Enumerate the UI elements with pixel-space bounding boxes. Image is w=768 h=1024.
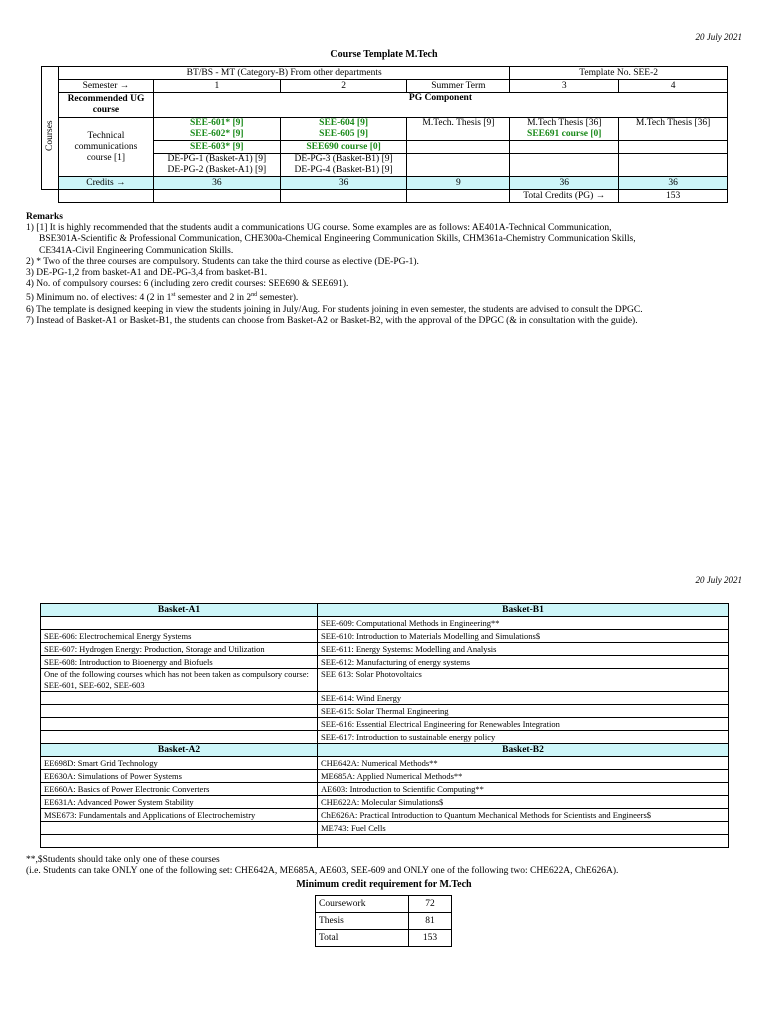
course-see-605: SEE-605 [9] — [319, 129, 368, 139]
basket-a1-item: One of the following courses which has not been taken as compulsory course: SEE-601, SEE-602, SEE-603 — [41, 669, 318, 692]
basket-b1-item: SEE 613: Solar Photovoltaics — [318, 669, 729, 692]
de-pg-3 — [280, 154, 407, 177]
basket-notes — [26, 855, 756, 877]
page1-title: Course Template M.Tech — [330, 49, 438, 60]
basket-a1-item: SEE-606: Electrochemical Energy Systems — [41, 630, 318, 643]
sem4-thesis: M.Tech Thesis [36] — [619, 118, 728, 141]
remark-3: 3) DE-PG-1,2 from basket-A1 and DE-PG-3,4 from basket-B1. — [26, 268, 268, 279]
pg-component-header: PG Component — [153, 93, 727, 118]
de-pg-2-label: DE-PG-2 (Basket-A1) [9] — [167, 165, 267, 175]
remarks-title: Remarks — [26, 212, 63, 222]
coursework-label: Coursework — [316, 896, 409, 913]
remark-5-a: 5) Minimum no. of electives: 4 (2 in 1 — [26, 293, 172, 304]
thesis-value: 81 — [409, 913, 452, 930]
basket-a2-item — [41, 822, 318, 835]
min-credit-title: Minimum credit requirement for M.Tech — [296, 879, 472, 890]
basket-b1-item: SEE-611: Energy Systems: Modelling and Analysis — [318, 643, 729, 656]
basket-a2-header: Basket-A2 — [41, 744, 318, 757]
course-see691: SEE691 course [0] — [527, 129, 602, 139]
basket-a2-item: EE660A: Basics of Power Electronic Converters — [41, 783, 318, 796]
sem2-course — [280, 118, 407, 141]
remark-1-cont-b: CE341A-Civil Engineering Communication Skills. — [39, 245, 234, 256]
basket-a1-item — [41, 718, 318, 731]
credits-sem4: 36 — [619, 177, 728, 190]
note-course-set: (i.e. Students can take ONLY one of the following set: CHE642A, ME685A, AE603, SEE-609 and ONLY one of the following two: CHE622A, ChE626A). — [26, 866, 619, 876]
remark-1-cont-a: BSE301A-Scientific & Professional Communication, CHE300a-Chemical Engineering Communication Skills, CHM361a-Chemistry Communication Skills, — [39, 234, 636, 245]
basket-a2-item: EE630A: Simulations of Power Systems — [41, 770, 318, 783]
de-pg-1-label: DE-PG-1 (Basket-A1) [9] — [167, 154, 267, 164]
total-label: Total — [316, 930, 409, 947]
ug-course-cell: Technical communications course [1] — [58, 118, 153, 177]
basket-b1-item: SEE-616: Essential Electrical Engineering for Renewables Integration — [318, 718, 729, 731]
basket-b1-header: Basket-B1 — [318, 604, 729, 617]
basket-a1-item — [41, 692, 318, 705]
semester-3: 3 — [510, 80, 619, 93]
sem3-thesis: M.Tech Thesis [36] — [527, 118, 602, 128]
total-credits-value: 153 — [619, 190, 728, 203]
remark-7: 7) Instead of Basket-A1 or Basket-B1, the students can choose from Basket-A2 or Basket-B2, with the approval of the DPGC (& in consultation with the guide). — [26, 315, 638, 326]
basket-a1-item: SEE-607: Hydrogen Energy: Production, Storage and Utilization — [41, 643, 318, 656]
course-see-604: SEE-604 [9] — [319, 118, 368, 128]
page1-date: 20 July 2021 — [695, 32, 742, 42]
total-value: 153 — [409, 930, 452, 947]
basket-b2-item: ChE626A: Practical Introduction to Quantum Mechanical Methods for Scientists and Engineers$ — [318, 809, 729, 822]
credits-sem1: 36 — [153, 177, 280, 190]
course-see690: SEE690 course [0] — [280, 141, 407, 154]
basket-b1-item: SEE-615: Solar Thermal Engineering — [318, 705, 729, 718]
basket-a2-item: MSE673: Fundamentals and Applications of Electrochemistry — [41, 809, 318, 822]
de-pg-1 — [153, 154, 280, 177]
total-credits-label: Total Credits (PG) → — [510, 190, 619, 203]
course-see-601: SEE-601* [9] — [190, 118, 244, 128]
min-credit-table — [315, 895, 452, 947]
remark-5 — [26, 290, 756, 304]
basket-b1-item: SEE-609: Computational Methods in Engineering** — [318, 617, 729, 630]
note-one-course: **,$Students should take only one of these courses — [26, 855, 220, 865]
remark-2: 2) * Two of the three courses are compulsory. Students can take the third course as elective (DE-PG-1). — [26, 256, 419, 267]
remark-4: 4) No. of compulsory courses: 6 (including zero credit courses: SEE690 & SEE691). — [26, 279, 349, 290]
remarks-section — [26, 212, 756, 327]
basket-b1-item: SEE-614: Wind Energy — [318, 692, 729, 705]
basket-b1-item: SEE-610: Introduction to Materials Modelling and Simulations$ — [318, 630, 729, 643]
basket-b2-item: CHE622A: Molecular Simulations$ — [318, 796, 729, 809]
baskets-table — [40, 603, 729, 848]
basket-a1-item — [41, 705, 318, 718]
remark-5-sup2: nd — [251, 292, 258, 299]
basket-a2-item: EE631A: Advanced Power System Stability — [41, 796, 318, 809]
credits-sem2: 36 — [280, 177, 407, 190]
basket-b2-item: ME685A: Applied Numerical Methods** — [318, 770, 729, 783]
courses-side-label: Courses — [42, 80, 59, 190]
template-no-cell: Template No. SEE-2 — [510, 67, 728, 80]
basket-b2-item: CHE642A: Numerical Methods** — [318, 757, 729, 770]
summer-thesis: M.Tech. Thesis [9] — [407, 118, 510, 141]
semester-summer: Summer Term — [407, 80, 510, 93]
coursework-value: 72 — [409, 896, 452, 913]
basket-b2-item — [318, 835, 729, 848]
course-template-table — [41, 66, 728, 203]
semester-1: 1 — [153, 80, 280, 93]
remark-5-b: semester and 2 in 2 — [175, 293, 252, 304]
sem3-course — [510, 118, 619, 141]
semester-label: Semester → — [58, 80, 153, 93]
de-pg-3-label: DE-PG-3 (Basket-B1) [9] — [294, 154, 393, 164]
basket-b2-header: Basket-B2 — [318, 744, 729, 757]
category-cell: BT/BS - MT (Category-B) From other departments — [58, 67, 509, 80]
recommended-ug-header: Recommended UG course — [58, 93, 153, 118]
basket-a1-header: Basket-A1 — [41, 604, 318, 617]
remark-6: 6) The template is designed keeping in view the students joining in July/Aug. For students joining in even semester, the students are advised to consult the DPGC. — [26, 304, 643, 315]
basket-b2-item: ME743: Fuel Cells — [318, 822, 729, 835]
basket-b1-item: SEE-617: Introduction to sustainable energy policy — [318, 731, 729, 744]
credits-summer: 9 — [407, 177, 510, 190]
semester-4: 4 — [619, 80, 728, 93]
basket-a2-item: EE698D: Smart Grid Technology — [41, 757, 318, 770]
basket-a1-item: SEE-608: Introduction to Bioenergy and Biofuels — [41, 656, 318, 669]
course-see-603: SEE-603* [9] — [153, 141, 280, 154]
basket-a1-item — [41, 617, 318, 630]
course-see-602: SEE-602* [9] — [190, 129, 244, 139]
basket-a2-item — [41, 835, 318, 848]
thesis-label: Thesis — [316, 913, 409, 930]
semester-2: 2 — [280, 80, 407, 93]
credits-label: Credits → — [58, 177, 153, 190]
remark-5-c: semester). — [257, 293, 299, 304]
basket-b1-item: SEE-612: Manufacturing of energy systems — [318, 656, 729, 669]
basket-b2-item: AE603: Introduction to Scientific Computing** — [318, 783, 729, 796]
remark-5-sup1: st — [171, 292, 176, 299]
credits-sem3: 36 — [510, 177, 619, 190]
de-pg-4-label: DE-PG-4 (Basket-B1) [9] — [294, 165, 393, 175]
remark-1: 1) [1] It is highly recommended that the students audit a communications UG course. Some examples are as follows: AE401A-Technical Communication, — [26, 223, 612, 234]
page2-date: 20 July 2021 — [695, 575, 742, 585]
sem1-course — [153, 118, 280, 141]
